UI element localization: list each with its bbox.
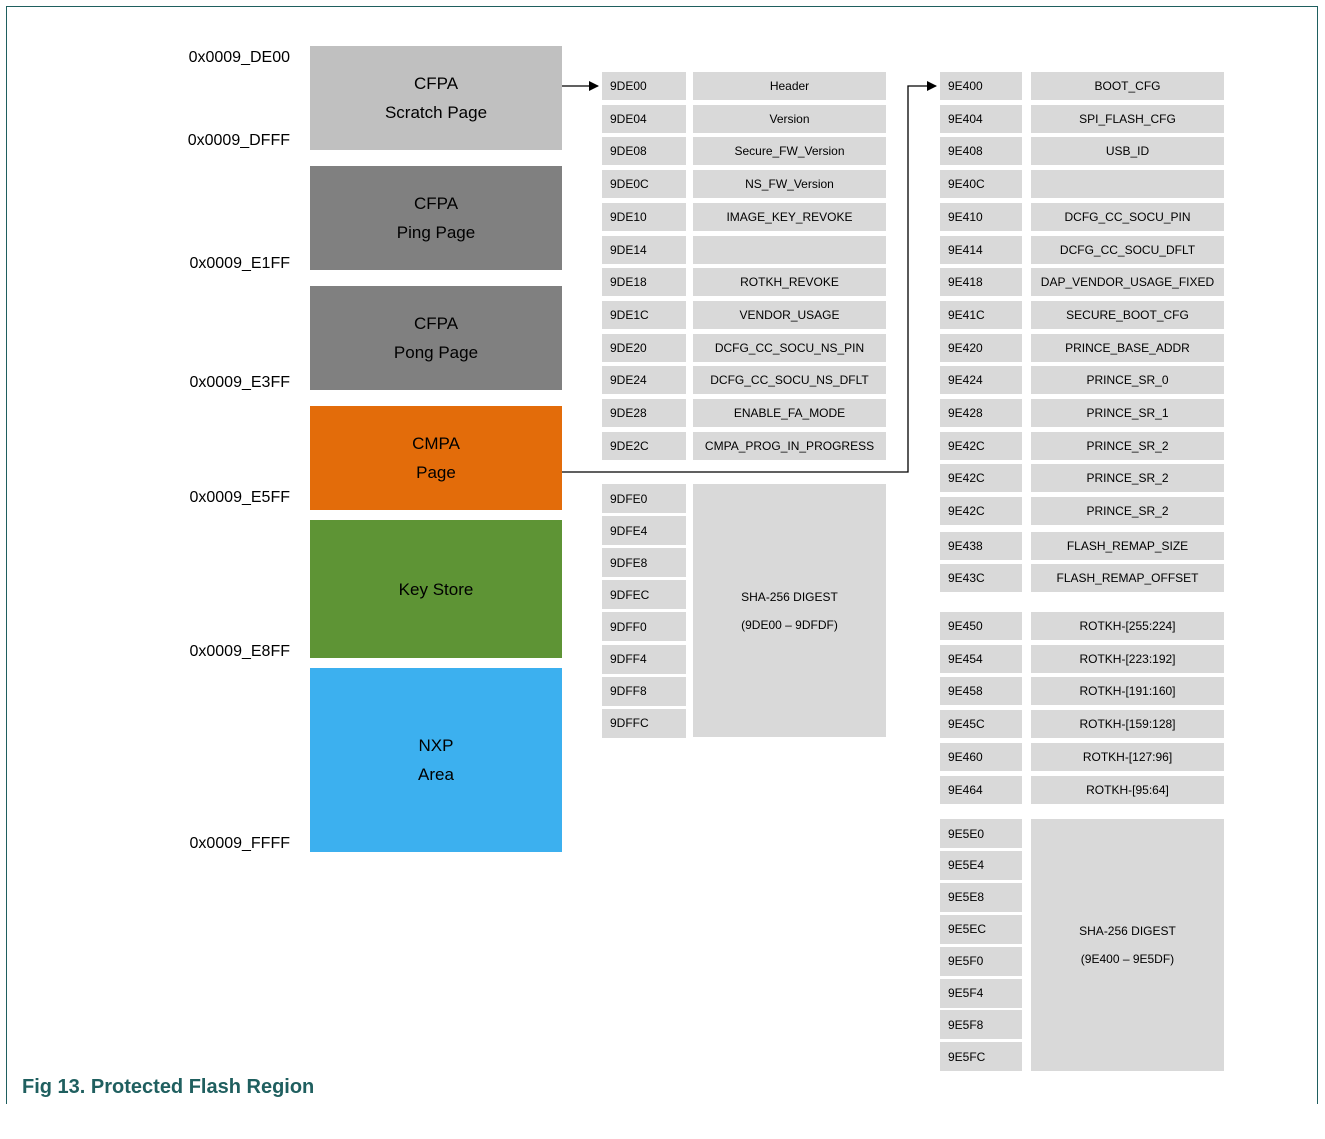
digest-label: (9E400 – 9E5DF) xyxy=(1080,952,1175,966)
register-name-cell: ROTKH_REVOKE xyxy=(693,268,886,296)
address-label: 0x0009_DE00 xyxy=(188,49,290,66)
offset-cell: 9DFF8 xyxy=(602,677,686,706)
register-name-cell: Header xyxy=(693,72,886,100)
offset-cell: 9E420 xyxy=(940,334,1022,362)
offset-cell: 9E5F8 xyxy=(940,1010,1022,1039)
offset-cell: 9DE04 xyxy=(602,105,686,133)
register-name-cell: ROTKH-[127:96] xyxy=(1031,743,1224,771)
offset-cell: 9E42C xyxy=(940,464,1022,492)
register-name-cell: SECURE_BOOT_CFG xyxy=(1031,301,1224,329)
block-label: Scratch Page xyxy=(384,103,488,122)
block-label: CFPA xyxy=(413,314,459,333)
address-label: 0x0009_E1FF xyxy=(189,255,290,272)
register-name-cell: PRINCE_SR_2 xyxy=(1031,464,1224,492)
offset-cell: 9DE08 xyxy=(602,137,686,165)
digest-label: (9DE00 – 9DFDF) xyxy=(741,617,838,632)
block-label: Area xyxy=(418,765,454,784)
offset-cell: 9E458 xyxy=(940,677,1022,705)
offset-cell: 9E424 xyxy=(940,366,1022,394)
register-name-cell: IMAGE_KEY_REVOKE xyxy=(693,203,886,231)
register-name-cell: ROTKH-[255:224] xyxy=(1031,612,1224,640)
register-name-cell: Version xyxy=(693,105,886,133)
register-name-cell: USB_ID xyxy=(1031,137,1224,165)
offset-cell: 9E5E0 xyxy=(940,819,1022,848)
block-label: Ping Page xyxy=(396,223,476,242)
offset-cell: 9DE1C xyxy=(602,301,686,329)
address-label: 0x0009_DFFF xyxy=(187,132,290,149)
register-name-cell: PRINCE_SR_0 xyxy=(1031,366,1224,394)
offset-cell: 9DFE8 xyxy=(602,548,686,577)
address-label: 0x0009_E8FF xyxy=(189,643,290,660)
figure-caption: Fig 13. Protected Flash Region xyxy=(22,1076,315,1098)
block-label: NXP xyxy=(418,736,454,755)
offset-cell: 9DE2C xyxy=(602,432,686,460)
offset-cell: 9E45C xyxy=(940,710,1022,738)
register-name-cell: PRINCE_SR_2 xyxy=(1031,497,1224,525)
offset-cell: 9E5F0 xyxy=(940,947,1022,976)
offset-cell: 9E5EC xyxy=(940,915,1022,944)
register-name-cell: ROTKH-[95:64] xyxy=(1031,776,1224,804)
offset-cell: 9E418 xyxy=(940,268,1022,296)
register-name-cell: CMPA_PROG_IN_PROGRESS xyxy=(693,432,886,460)
register-name-cell: PRINCE_SR_1 xyxy=(1031,399,1224,427)
offset-cell: 9E460 xyxy=(940,743,1022,771)
offset-cell: 9E428 xyxy=(940,399,1022,427)
offset-cell: 9DE0C xyxy=(602,170,686,198)
digest-label: SHA-256 DIGEST xyxy=(1079,924,1176,938)
block-label: CFPA xyxy=(413,74,459,93)
block-label: Page xyxy=(416,463,456,482)
offset-cell: 9DFE4 xyxy=(602,516,686,545)
register-name-cell: BOOT_CFG xyxy=(1031,72,1224,100)
register-name-cell: SPI_FLASH_CFG xyxy=(1031,105,1224,133)
offset-cell: 9DE14 xyxy=(602,236,686,264)
offset-cell: 9DE00 xyxy=(602,72,686,100)
offset-cell: 9E40C xyxy=(940,170,1022,198)
offset-cell: 9E5E8 xyxy=(940,883,1022,912)
offset-cell: 9E404 xyxy=(940,105,1022,133)
offset-cell: 9DFFC xyxy=(602,709,686,738)
register-name-cell: PRINCE_BASE_ADDR xyxy=(1031,334,1224,362)
offset-cell: 9DFE0 xyxy=(602,484,686,513)
register-name-cell: ROTKH-[223:192] xyxy=(1031,645,1224,673)
offset-cell: 9DE18 xyxy=(602,268,686,296)
address-label: 0x0009_E5FF xyxy=(189,489,290,506)
offset-cell: 9DFF4 xyxy=(602,645,686,674)
offset-cell: 9E454 xyxy=(940,645,1022,673)
digest-label: SHA-256 DIGEST xyxy=(741,589,838,604)
offset-cell: 9E450 xyxy=(940,612,1022,640)
offset-cell: 9E464 xyxy=(940,776,1022,804)
address-label: 0x0009_FFFF xyxy=(189,835,290,852)
offset-cell: 9E400 xyxy=(940,72,1022,100)
register-name-cell: ROTKH-[159:128] xyxy=(1031,710,1224,738)
offset-cell: 9DE28 xyxy=(602,399,686,427)
block-label: Pong Page xyxy=(393,343,479,362)
register-name-cell: DCFG_CC_SOCU_NS_PIN xyxy=(693,334,886,362)
register-name-cell: FLASH_REMAP_SIZE xyxy=(1031,532,1224,560)
offset-cell: 9DE10 xyxy=(602,203,686,231)
register-name-cell: PRINCE_SR_2 xyxy=(1031,432,1224,460)
offset-cell: 9E41C xyxy=(940,301,1022,329)
register-name-cell: DCFG_CC_SOCU_DFLT xyxy=(1031,236,1224,264)
register-name-cell: NS_FW_Version xyxy=(693,170,886,198)
offset-cell: 9DE24 xyxy=(602,366,686,394)
offset-cell: 9E414 xyxy=(940,236,1022,264)
offset-cell: 9E43C xyxy=(940,564,1022,592)
offset-cell: 9E42C xyxy=(940,432,1022,460)
register-name-cell: ROTKH-[191:160] xyxy=(1031,677,1224,705)
block-label: CMPA xyxy=(412,434,460,453)
block-label: CFPA xyxy=(413,194,459,213)
offset-cell: 9E5F4 xyxy=(940,979,1022,1008)
register-name-cell: VENDOR_USAGE xyxy=(693,301,886,329)
offset-cell: 9DFEC xyxy=(602,580,686,609)
address-label: 0x0009_E3FF xyxy=(189,374,290,391)
offset-cell: 9E438 xyxy=(940,532,1022,560)
offset-cell: 9DE20 xyxy=(602,334,686,362)
block-label: Key Store xyxy=(398,579,474,599)
offset-cell: 9E410 xyxy=(940,203,1022,231)
offset-cell: 9E5E4 xyxy=(940,851,1022,880)
register-name-cell: DAP_VENDOR_USAGE_FIXED xyxy=(1031,268,1224,296)
offset-cell: 9E408 xyxy=(940,137,1022,165)
offset-cell: 9DFF0 xyxy=(602,612,686,641)
offset-cell: 9E5FC xyxy=(940,1042,1022,1071)
register-name-cell: ENABLE_FA_MODE xyxy=(693,399,886,427)
cmpa-arrow xyxy=(562,86,936,472)
register-name-cell: FLASH_REMAP_OFFSET xyxy=(1031,564,1224,592)
register-name-cell: Secure_FW_Version xyxy=(693,137,886,165)
register-name-cell: DCFG_CC_SOCU_NS_DFLT xyxy=(693,366,886,394)
offset-cell: 9E42C xyxy=(940,497,1022,525)
register-name-cell: DCFG_CC_SOCU_PIN xyxy=(1031,203,1224,231)
